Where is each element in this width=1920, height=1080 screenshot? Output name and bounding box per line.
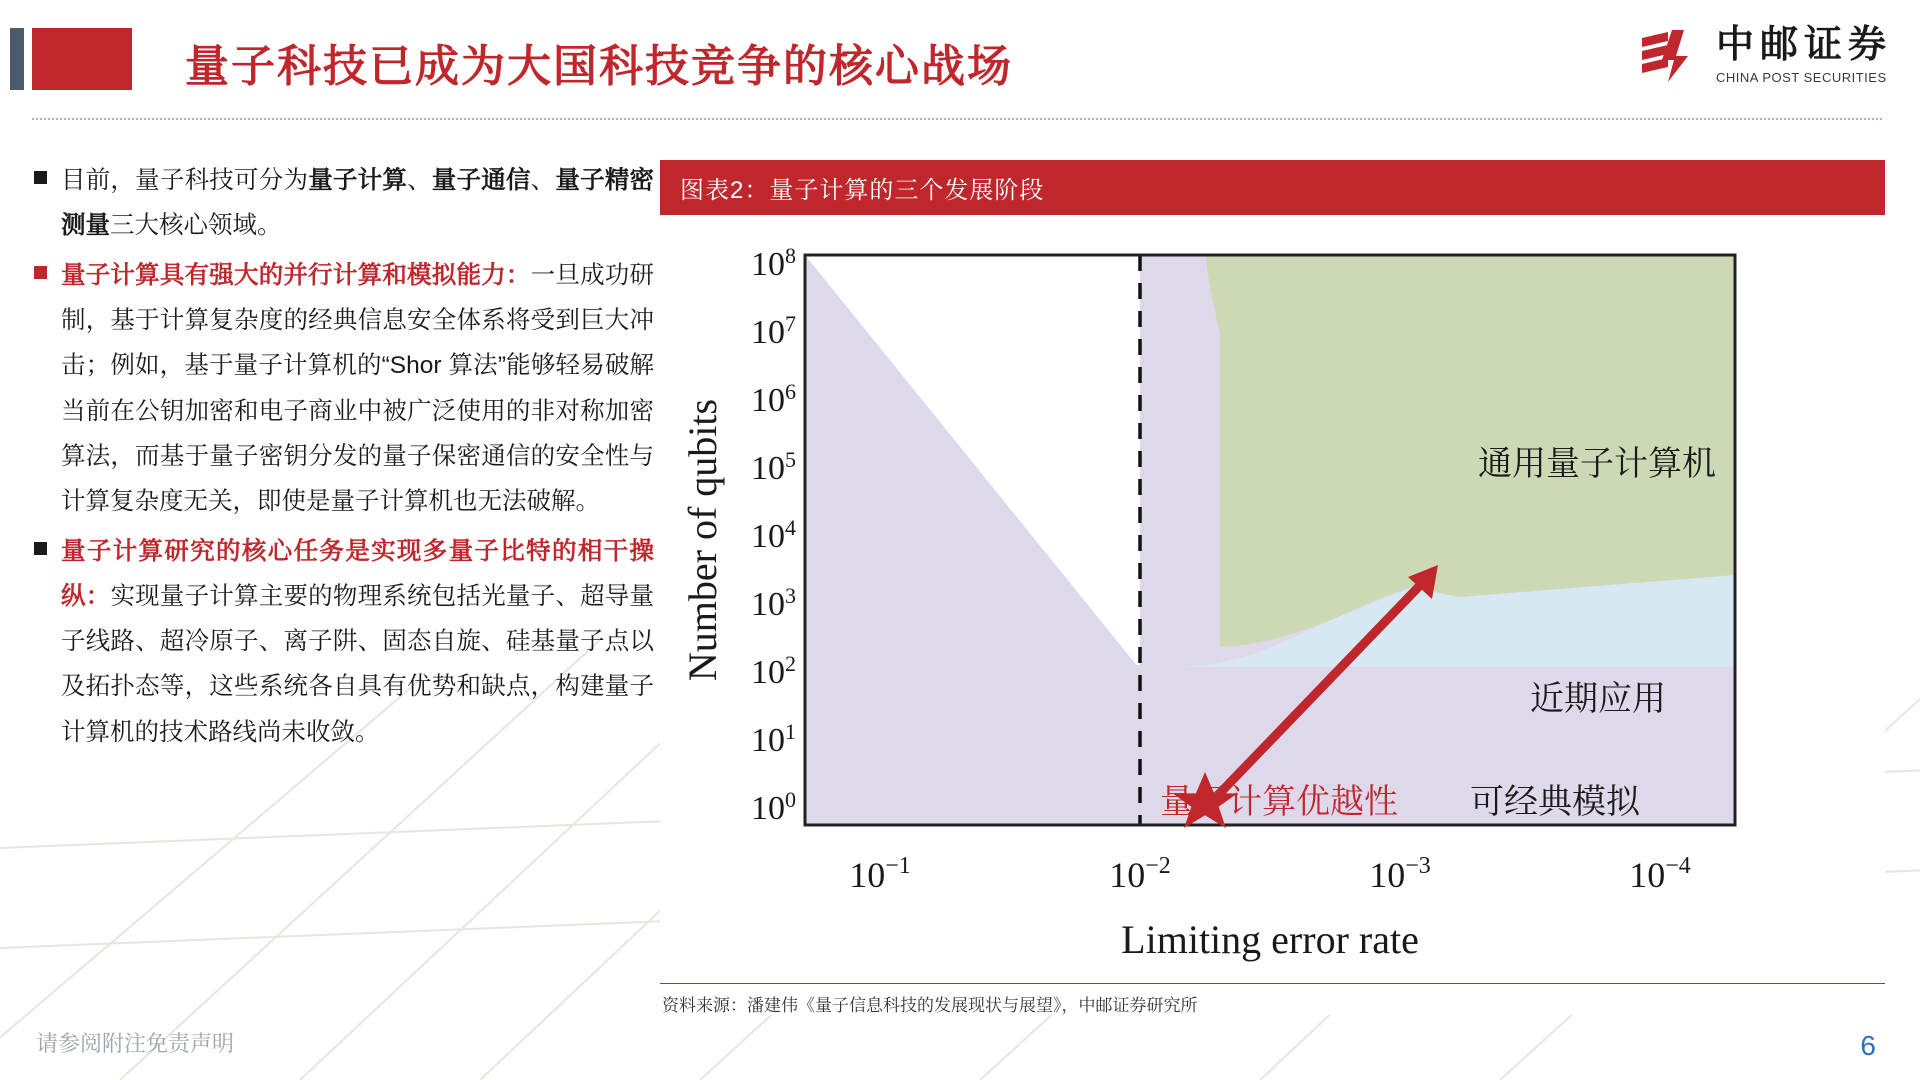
bullet-1-seg-3: 量子通信: [431, 167, 531, 194]
svg-text:106: $10^6$: [751, 379, 796, 419]
page-title: 量子科技已成为大国科技竞争的核心战场: [185, 42, 1013, 91]
bullet-3-seg-1: 实现量子计算主要的物理系统包括光量子、超导量子线路、超冷原子、离子阱、固态自旋、硅基量子点以及拓扑态等，这些系统各自具有优势和缺点，构建量子计算机的技术路线尚未收敛。: [61, 582, 655, 746]
bullet-1-seg-5: 量子精密测量: [61, 167, 655, 240]
bullet-1-seg-2: 、: [407, 167, 432, 194]
chart-source: 资料来源：潘建伟《量子信息科技的发展现状与展望》，中邮证券研究所: [662, 996, 1198, 1015]
content-bullet-list: [34, 158, 654, 759]
header-divider: [32, 118, 1882, 120]
footer-disclaimer: 请参阅附注免责声明: [36, 1031, 235, 1056]
brand-name-en: CHINA POST SECURITIES: [1715, 70, 1887, 85]
list-item: [34, 253, 654, 525]
header-accent-bar-blue: [10, 28, 24, 90]
bullet-2-seg-0: 量子计算具有强大的并行计算和模拟能力：: [61, 261, 531, 289]
bullet-1-seg-1: 量子计算: [308, 167, 408, 194]
svg-text:107: $10^7$: [751, 311, 796, 351]
header-accent-bar-red: [32, 28, 132, 90]
bullet-text-3: [61, 529, 654, 756]
bullet-marker-icon: [34, 542, 47, 555]
list-item: [34, 529, 654, 756]
chart-body: [660, 215, 1885, 1015]
svg-text:10−4: $10^{-4}$: [1629, 853, 1691, 895]
bullet-2-seg-1: 一旦成功研制，基于计算复杂度的经典信息安全体系将受到巨大冲击；例如，基于量子计算机的“Shor 算法”能够轻易破解当前在公钥加密和电子商业中被广泛使用的非对称加密算法，而基于量子密钥分发的量子保密通信的安全性与计算复杂度无关，即使是量子计算机也无法破解。: [61, 261, 655, 516]
bullet-3-seg-0: 量子计算研究的核心任务是实现多量子比特的相干操纵：: [61, 537, 654, 610]
region-label-classical: 可经典模拟: [1470, 784, 1640, 821]
bullet-text-2: [61, 253, 654, 525]
quantum-stages-chart: [660, 215, 1885, 1015]
brand-name-cn: 中邮证券: [1715, 24, 1892, 66]
svg-text:103: $10^3$: [751, 583, 796, 623]
svg-text:105: $10^5$: [751, 447, 796, 487]
svg-text:104: $10^4$: [751, 515, 796, 555]
source-divider: [660, 983, 1885, 984]
list-item: [34, 158, 654, 249]
bullet-1-seg-0: 目前，量子科技可分为: [61, 167, 309, 194]
bullet-1-seg-6: 三大核心领域。: [110, 212, 282, 240]
bullet-marker-icon: [34, 171, 47, 184]
bullet-1-seg-4: 、: [530, 167, 556, 194]
bullet-text-1: [61, 158, 654, 249]
x-axis-ticks: [849, 853, 1691, 895]
svg-text:102: $10^2$: [751, 651, 796, 691]
y-axis-title: Number of qubits: [680, 398, 725, 682]
y-axis-ticks: [751, 243, 796, 827]
page-number: 6: [1860, 1030, 1876, 1061]
svg-text:100: $10^0$: [751, 787, 796, 827]
svg-text:10−2: $10^{-2}$: [1109, 853, 1171, 895]
x-axis-title: Limiting error rate: [1121, 917, 1419, 962]
region-label-advantage: 量子计算优越性: [1160, 784, 1398, 821]
region-label-universal: 通用量子计算机: [1478, 446, 1716, 483]
brand-logo: [1638, 26, 1892, 85]
region-label-near-term: 近期应用: [1530, 681, 1666, 718]
svg-text:10−1: $10^{-1}$: [849, 853, 911, 895]
china-post-logo-icon: [1638, 28, 1706, 84]
bullet-marker-icon: [34, 266, 47, 279]
svg-text:101: $10^1$: [751, 719, 796, 759]
svg-text:108: $10^8$: [751, 243, 796, 283]
chart-panel: [660, 160, 1885, 1015]
chart-caption: 图表2：量子计算的三个发展阶段: [660, 160, 1885, 215]
svg-text:10−3: $10^{-3}$: [1369, 853, 1431, 895]
